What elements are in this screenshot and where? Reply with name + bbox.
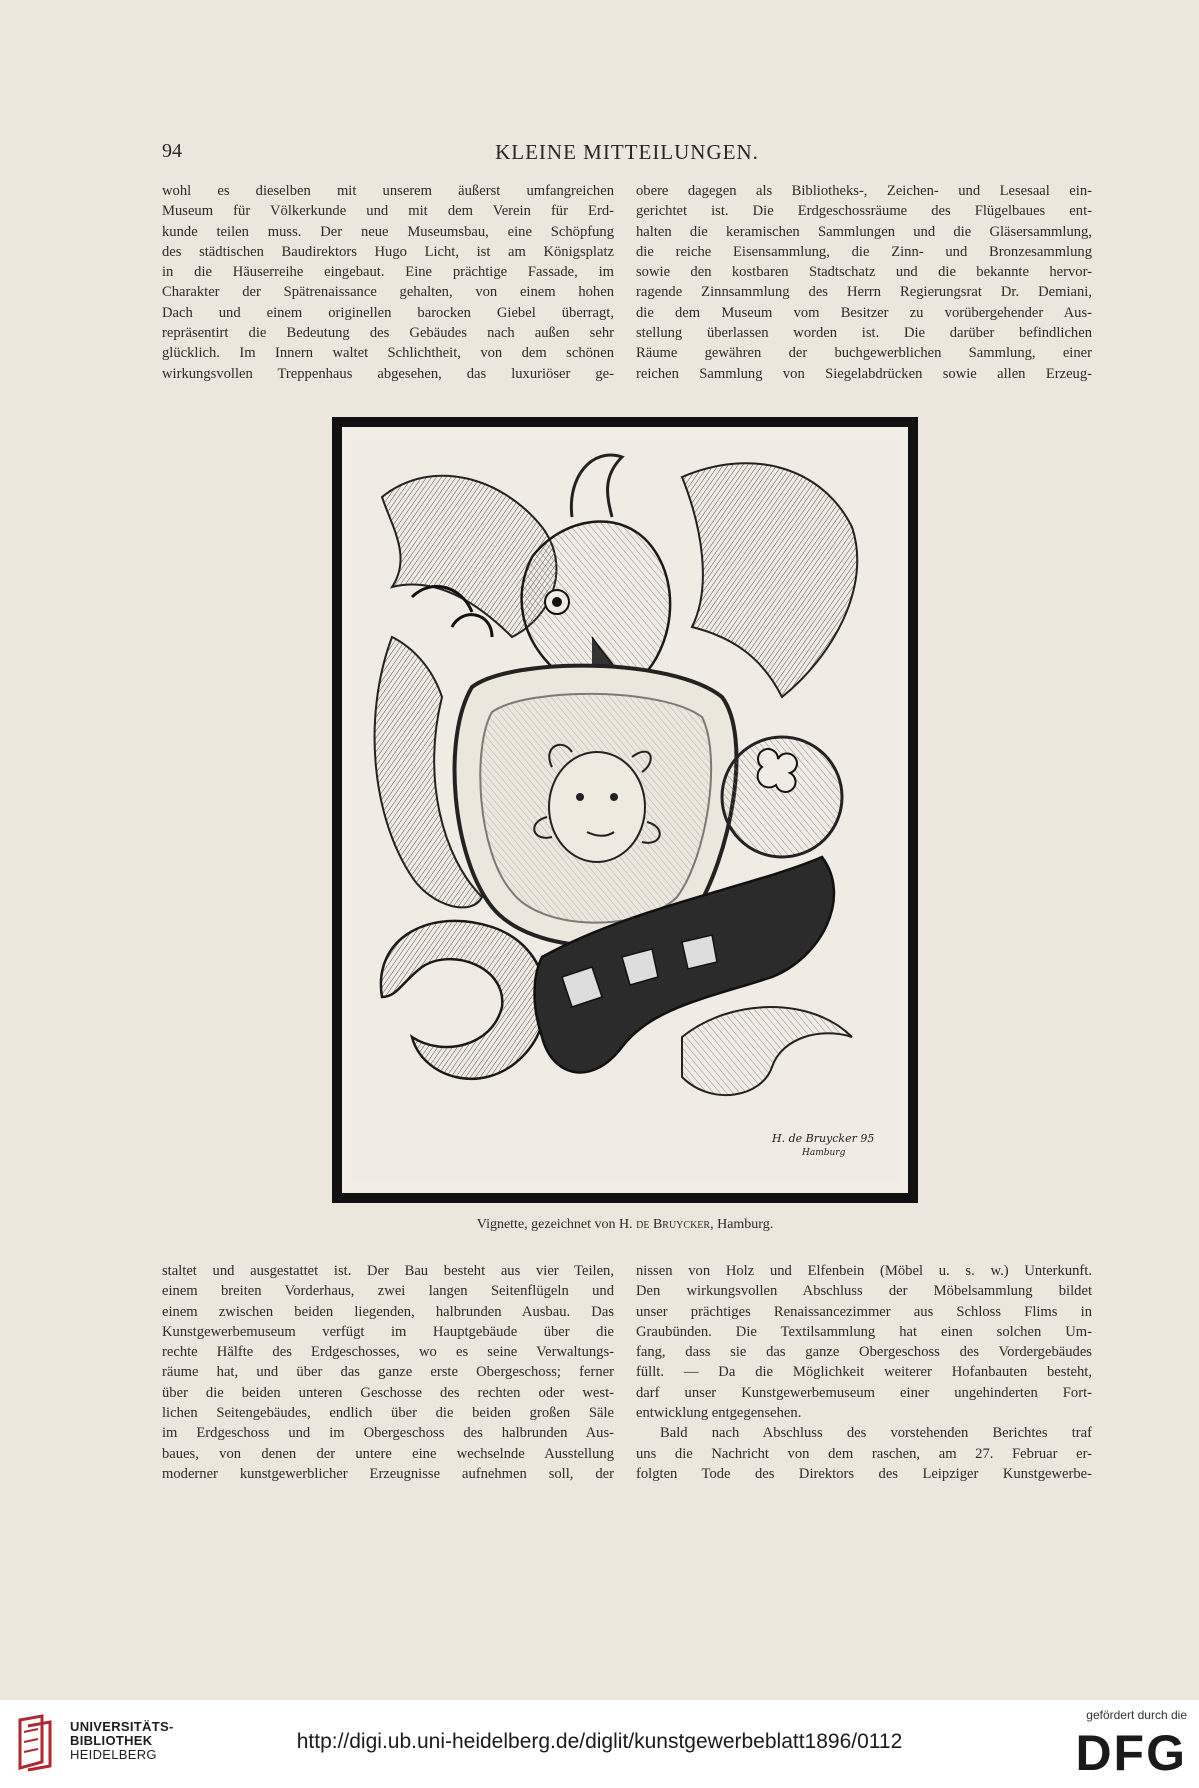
text-line: sowie den kostbaren Stadtschatz und die bekannte hervor- xyxy=(636,264,1092,281)
text-line: baues, von denen der untere eine wechselnde Ausstellung xyxy=(162,1445,614,1462)
text-line: glücklich. Im Innern waltet Schlichtheit, von dem schönen xyxy=(162,345,614,362)
illustration-caption xyxy=(332,1217,918,1233)
text-line: staltet und ausgestattet ist. Der Bau besteht aus vier Teilen, xyxy=(162,1263,614,1279)
text-line: fang, dass sie das ganze Obergeschoss des Vordergebäudes xyxy=(636,1344,1092,1361)
vignette-frame xyxy=(332,417,918,1203)
text-line: ragende Zinnsammlung des Herrn Regierungsrat Dr. Demiani, xyxy=(636,284,1092,301)
ornamental-dragon-illustration xyxy=(352,437,898,1183)
page-header xyxy=(162,140,1092,170)
text-line: im Erdgeschoss und im Obergeschoss des halbrunden Aus- xyxy=(162,1425,614,1442)
dfg-logo: DFG xyxy=(1075,1725,1187,1781)
text-line: Den wirkungsvollen Abschluss der Möbelsammlung bildet xyxy=(636,1283,1092,1300)
text-line: unser prächtiges Renaissancezimmer aus Schloss Flims in xyxy=(636,1303,1092,1320)
running-head: KLEINE MITTEILUNGEN. xyxy=(495,140,759,164)
top-right-column xyxy=(636,181,1092,384)
library-name-line: UNIVERSITÄTS- xyxy=(70,1719,174,1734)
caption-prefix: Vignette, gezeichnet von H. xyxy=(476,1217,637,1232)
bottom-left-column xyxy=(162,1261,614,1484)
text-line: wirkungsvollen Treppenhaus abgesehen, das luxuriöser ge- xyxy=(162,365,614,382)
text-line: über die beiden unteren Geschosse des rechten oder west- xyxy=(162,1384,614,1401)
text-line: Graubünden. Die Textilsammlung hat einen solchen Um- xyxy=(636,1323,1092,1340)
text-line: kunde teilen muss. Der neue Museumsbau, eine Schöpfung xyxy=(162,223,614,240)
text-line: einem breiten Vorderhaus, zwei langen Seitenflügeln und xyxy=(162,1283,614,1300)
text-line: folgten Tode des Direktors des Leipziger Kunstgewerbe- xyxy=(636,1465,1092,1482)
text-line: Charakter der Spätrenaissance gehalten, von einem hohen xyxy=(162,284,614,301)
text-line: Museum für Völkerkunde und mit dem Verein für Erd- xyxy=(162,203,614,220)
library-name-line: BIBLIOTHEK xyxy=(70,1733,153,1748)
text-line: gerichtet ist. Die Erdgeschossräume des Flügelbaues ent- xyxy=(636,203,1092,220)
text-line: räume hat, und über das ganze erste Obergeschoss; ferner xyxy=(162,1364,614,1381)
text-line: stellung überlassen worden ist. Die darüber befindlichen xyxy=(636,325,1092,342)
text-line: einem zwischen beiden liegenden, halbrunden Ausbau. Das xyxy=(162,1303,614,1320)
text-line: wohl es dieselben mit unserem äußerst umfangreichen xyxy=(162,183,614,199)
text-line: die dem Museum vom Besitzer zu vorübergehender Aus- xyxy=(636,304,1092,321)
text-line: moderner kunstgewerblicher Erzeugnisse aufnehmen soll, der xyxy=(162,1465,614,1482)
text-line: reichen Sammlung von Siegelabdrücken sowie allen Erzeug- xyxy=(636,365,1092,382)
text-line: die reiche Eisensammlung, die Zinn- und Bronzesammlung xyxy=(636,243,1092,260)
caption-artist-name: de Bruycker xyxy=(636,1217,711,1232)
text-line: Kunstgewerbemuseum verfügt im Hauptgebäude über die xyxy=(162,1323,614,1340)
bottom-right-column xyxy=(636,1261,1092,1484)
text-line: nissen von Holz und Elfenbein (Möbel u. s. w.) Unterkunft. xyxy=(636,1263,1092,1279)
text-line: rechte Hälfte des Erdgeschosses, wo es seine Verwaltungs- xyxy=(162,1344,614,1361)
text-line: uns die Nachricht von dem raschen, am 27. Februar er- xyxy=(636,1445,1092,1462)
text-line: in die Häuserreihe eingebaut. Eine prächtige Fassade, im xyxy=(162,264,614,281)
sponsor-text: gefördert durch die xyxy=(1086,1708,1187,1722)
text-line: obere dagegen als Bibliotheks-, Zeichen- und Lesesaal ein- xyxy=(636,183,1092,199)
text-line: lichen Seitengebäudes, endlich über die beiden großen Säle xyxy=(162,1405,614,1422)
text-line: Räume gewähren der buchgewerblichen Sammlung, einer xyxy=(636,345,1092,362)
sponsor-block xyxy=(1037,1708,1187,1781)
caption-suffix: , Hamburg. xyxy=(710,1217,774,1232)
text-line: füllt. — Da die Möglichkeit weiterer Hofanbauten besteht, xyxy=(636,1364,1092,1381)
text-line: halten die keramischen Sammlungen und die Gläsersammlung, xyxy=(636,223,1092,240)
text-line: entwicklung entgegensehen. xyxy=(636,1405,802,1422)
text-line: des städtischen Baudirektors Hugo Licht, ist am Königsplatz xyxy=(162,243,614,260)
text-line: repräsentirt die Bedeutung des Gebäudes nach außen sehr xyxy=(162,325,614,342)
text-line: darf unser Kunstgewerbemuseum einer ungehinderten Fort- xyxy=(636,1384,1092,1401)
library-name-line: HEIDELBERG xyxy=(70,1747,157,1762)
digitization-footer xyxy=(0,1700,1199,1788)
text-line: Dach und einem originellen barocken Giebel überragt, xyxy=(162,304,614,321)
artist-signature: H. de Bruycker 95 xyxy=(772,1132,875,1145)
artist-signature-place: Hamburg xyxy=(802,1148,846,1158)
vignette-illustration xyxy=(340,425,910,1195)
page-number: 94 xyxy=(162,140,182,162)
text-line: Bald nach Abschluss des vorstehenden Berichtes traf xyxy=(660,1425,1092,1442)
top-left-column xyxy=(162,181,614,384)
permalink-url[interactable]: http://digi.ub.uni-heidelberg.de/diglit/kunstgewerbeblatt1896/0112 xyxy=(296,1730,903,1753)
